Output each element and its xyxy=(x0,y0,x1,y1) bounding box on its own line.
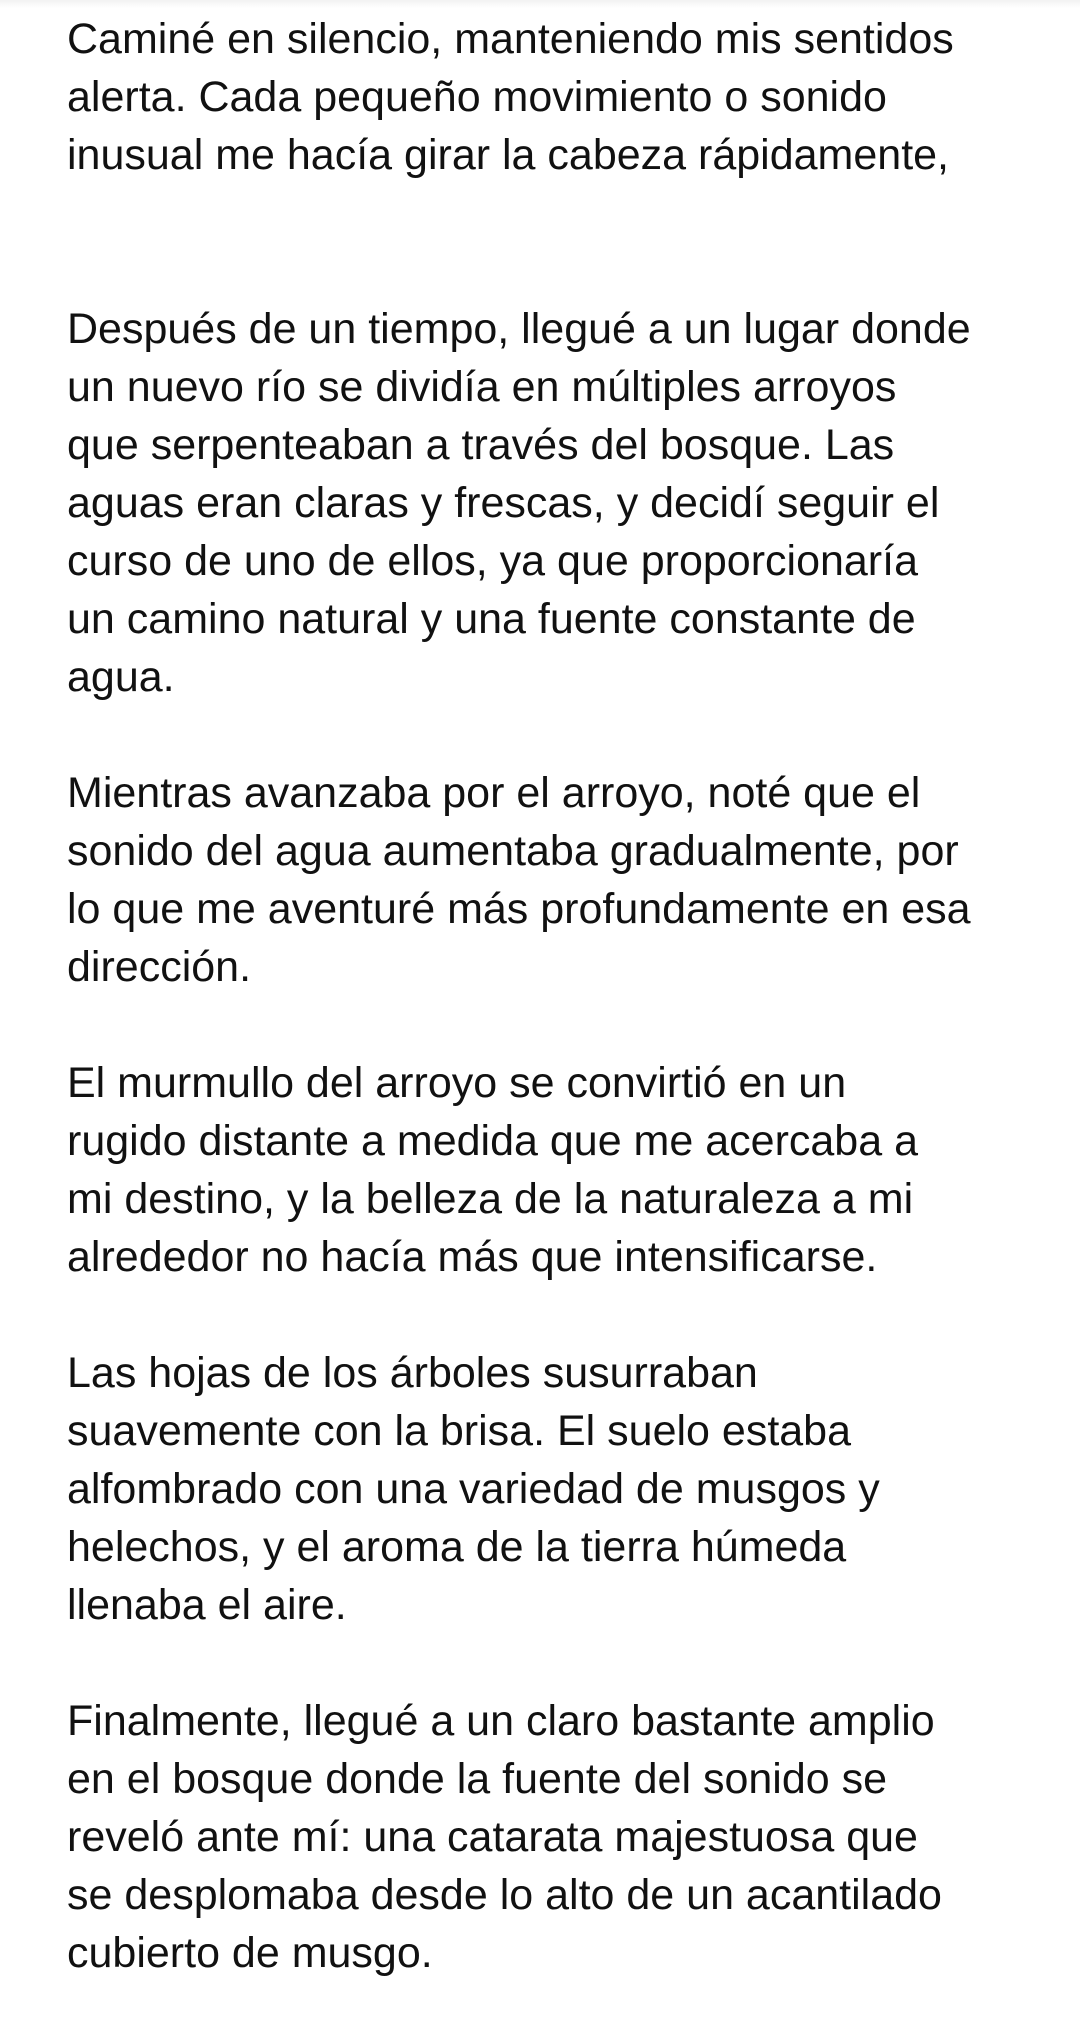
text-line: en el bosque donde la fuente del sonido se xyxy=(67,1755,888,1803)
document-body xyxy=(67,10,1057,1982)
text-line: alfombrado con una variedad de musgos y xyxy=(67,1465,880,1513)
text-line: cubierto de musgo. xyxy=(67,1929,433,1977)
top-edge-shadow xyxy=(0,0,1080,8)
paragraph-spacer xyxy=(67,1634,1057,1692)
paragraph-spacer xyxy=(67,184,1057,300)
text-line: mi destino, y la belleza de la naturaleza a mi xyxy=(67,1175,914,1223)
text-line: suavemente con la brisa. El suelo estaba xyxy=(67,1407,852,1455)
paragraph-2 xyxy=(67,300,1057,706)
paragraph-4 xyxy=(67,1054,1057,1286)
text-line: aguas eran claras y frescas, y decidí seguir el xyxy=(67,479,940,527)
paragraph-3 xyxy=(67,764,1057,996)
text-line: curso de uno de ellos, ya que proporcionaría xyxy=(67,537,918,585)
text-line: rugido distante a medida que me acercaba a xyxy=(67,1117,918,1165)
text-line: inusual me hacía girar la cabeza rápidamente, xyxy=(67,131,950,179)
text-line: sonido del agua aumentaba gradualmente, por xyxy=(67,827,959,875)
text-line: Mientras avanzaba por el arroyo, noté que el xyxy=(67,769,921,817)
text-line: que serpenteaban a través del bosque. Las xyxy=(67,421,895,469)
text-line: Finalmente, llegué a un claro bastante amplio xyxy=(67,1697,935,1745)
paragraph-spacer xyxy=(67,1286,1057,1344)
text-line: alrededor no hacía más que intensificarse. xyxy=(67,1233,878,1281)
paragraph-5 xyxy=(67,1344,1057,1634)
text-line: helechos, y el aroma de la tierra húmeda xyxy=(67,1523,847,1571)
paragraph-spacer xyxy=(67,706,1057,764)
paragraph-spacer xyxy=(67,996,1057,1054)
text-line: se desplomaba desde lo alto de un acantilado xyxy=(67,1871,942,1919)
text-line: lo que me aventuré más profundamente en esa xyxy=(67,885,971,933)
text-line: El murmullo del arroyo se convirtió en un xyxy=(67,1059,847,1107)
text-line: reveló ante mí: una catarata majestuosa que xyxy=(67,1813,918,1861)
text-line: agua. xyxy=(67,653,175,701)
text-line: dirección. xyxy=(67,943,252,991)
paragraph-6 xyxy=(67,1692,1057,1982)
text-line: Caminé en silencio, manteniendo mis sentidos xyxy=(67,15,954,63)
text-line: un nuevo río se dividía en múltiples arroyos xyxy=(67,363,897,411)
text-line: llenaba el aire. xyxy=(67,1581,347,1629)
paragraph-1 xyxy=(67,10,1057,184)
text-line: alerta. Cada pequeño movimiento o sonido xyxy=(67,73,887,121)
text-line: Las hojas de los árboles susurraban xyxy=(67,1349,758,1397)
text-line: un camino natural y una fuente constante de xyxy=(67,595,916,643)
text-line: Después de un tiempo, llegué a un lugar donde xyxy=(67,305,971,353)
